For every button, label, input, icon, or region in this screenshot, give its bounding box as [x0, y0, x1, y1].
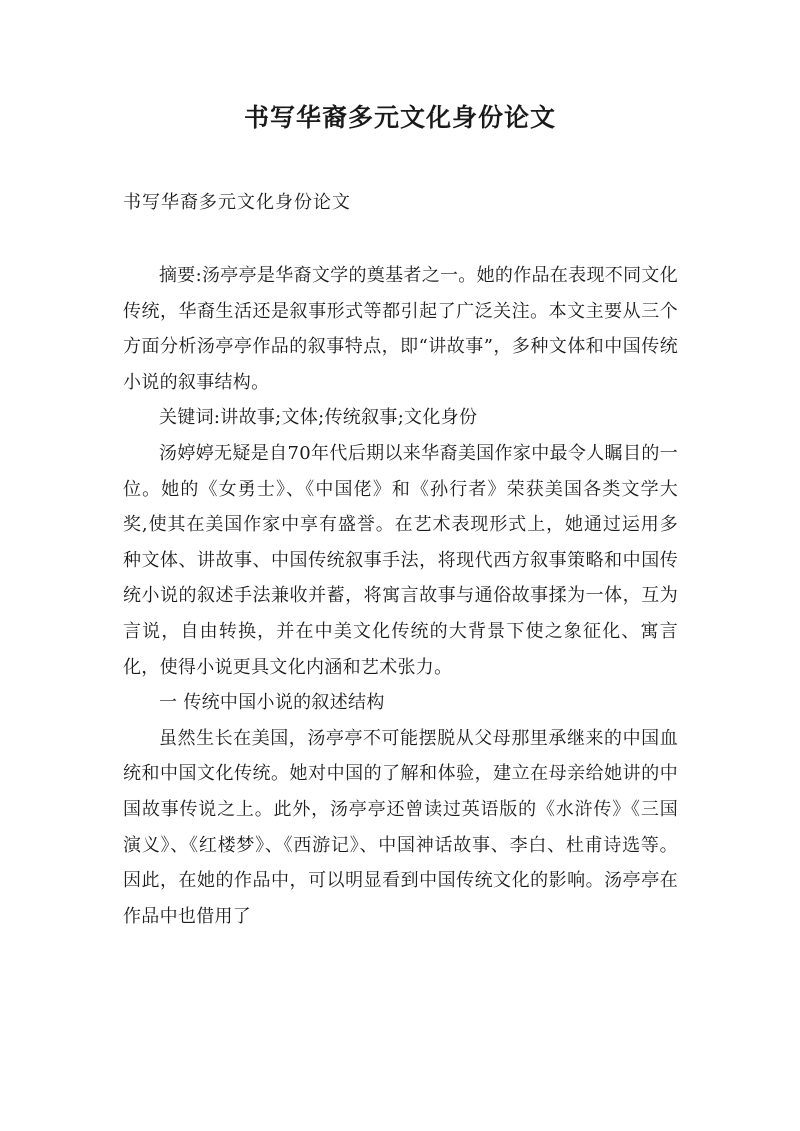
- document-subtitle: 书写华裔多元文化身份论文: [123, 192, 351, 213]
- intro-paragraph: 汤婷婷无疑是自70年代后期以来华裔美国作家中最令人瞩目的一位。她的《女勇士》、《中国佬》和《孙行者》荣获美国各类文学大奖,使其在美国作家中享有盛誉。在艺术表现形式上，她通过运用多种文体、讲故事、中国传统叙事手法，将现代西方叙事策略和中国传统小说的叙述手法兼收并蓄，将寓言故事与通俗故事揉为一体，互为言说，自由转换，并在中美文化传统的大背景下使之象征化、寓言化，使得小说更具文化内涵和艺术张力。: [123, 442, 678, 678]
- abstract-paragraph: 摘要:汤亭亭是华裔文学的奠基者之一。她的作品在表现不同文化传统，华裔生活还是叙事形式等都引起了广泛关注。本文主要从三个方面分析汤亭亭作品的叙事特点，即“讲故事”，多种文体和中国传统小说的叙事结构。: [123, 265, 678, 393]
- document-title: 书写华裔多元文化身份论文: [243, 103, 556, 132]
- section-heading: 一 传统中国小说的叙述结构: [159, 692, 385, 714]
- document-body: [123, 258, 678, 934]
- keywords-paragraph: 关键词:讲故事;文体;传统叙事;文化身份: [159, 407, 478, 429]
- section-paragraph: 虽然生长在美国，汤亭亭不可能摆脱从父母那里承继来的中国血统和中国文化传统。她对中国的了解和体验，建立在母亲给她讲的中国故事传说之上。此外，汤亭亭还曾读过英语版的《水浒传》《三国演义》、《红楼梦》、《西游记》、中国神话故事、李白、杜甫诗选等。因此，在她的作品中，可以明显看到中国传统文化的影响。汤亭亭在作品中也借用了: [123, 727, 678, 927]
